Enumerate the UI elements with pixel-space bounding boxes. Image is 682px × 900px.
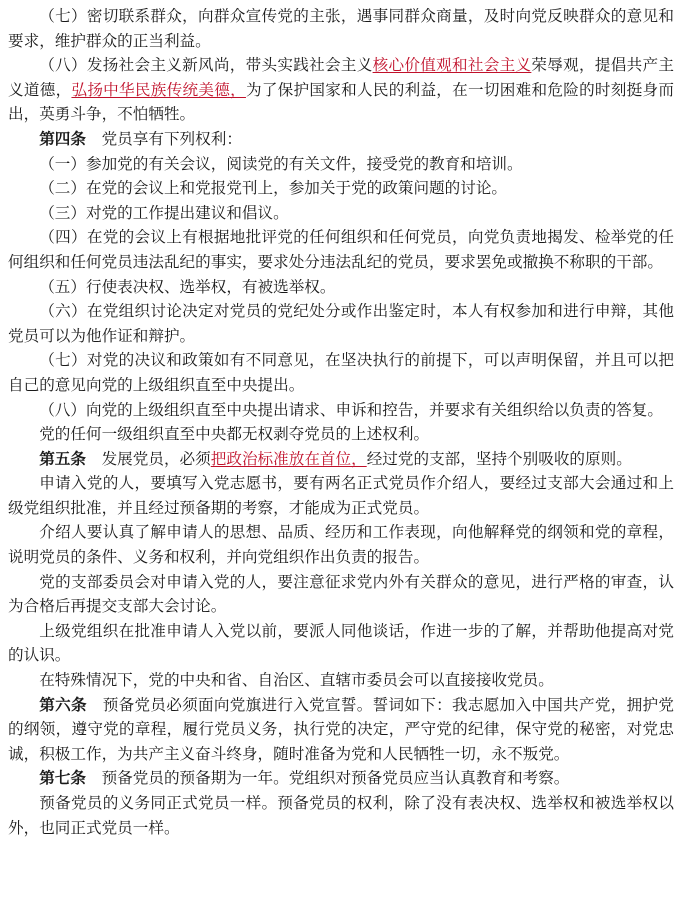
paragraph-text: 预备党员的预备期为一年。党组织对预备党员应当认真教育和考察。 <box>85 769 570 788</box>
paragraph <box>8 176 674 201</box>
article-number: 第四条 <box>39 128 86 148</box>
paragraph-text: （八）向党的上级组织直至中央提出请求、申诉和控告，并要求有关组织给以负责的答复。 <box>39 400 663 419</box>
paragraph <box>8 766 674 791</box>
highlighted-amendment: 弘扬中华民族传统美德， <box>71 80 246 99</box>
paragraph-text: 党的任何一级组织直至中央都无权剥夺党员的上述权利。 <box>39 425 430 444</box>
paragraph-text: 经过党的支部，坚持个别吸收的原则。 <box>366 449 632 468</box>
paragraph-text: （二）在党的会议上和党报党刊上，参加关于党的政策问题的讨论。 <box>39 179 508 198</box>
paragraph-text: （六）在党组织讨论决定对党员的党纪处分或作出鉴定时，本人有权参加和进行申辩，其他党员可以为他作证和辩护。 <box>8 302 674 345</box>
paragraph <box>8 422 674 447</box>
paragraph-text: （七）对党的决议和政策如有不同意见，在坚决执行的前提下，可以声明保留，并且可以把自己的意见向党的上级组织直至中央提出。 <box>8 351 674 394</box>
paragraph <box>8 570 674 619</box>
paragraph <box>8 127 674 152</box>
paragraph <box>8 53 674 127</box>
article-number: 第七条 <box>39 768 86 788</box>
paragraph <box>8 520 674 569</box>
article-number: 第六条 <box>39 694 87 714</box>
paragraph <box>8 471 674 520</box>
paragraph-text: （一）参加党的有关会议，阅读党的有关文件，接受党的教育和培训。 <box>39 154 523 173</box>
paragraph <box>8 299 674 348</box>
paragraph <box>8 201 674 226</box>
paragraph <box>8 619 674 668</box>
paragraph <box>8 398 674 423</box>
highlighted-amendment: 把政治标准放在首位， <box>210 449 367 468</box>
paragraph-text: 荣辱观，提倡共产主义道德， <box>8 56 674 99</box>
paragraph-text: （八）发扬社会主义新风尚，带头实践社会主义 <box>39 56 373 75</box>
paragraph <box>8 225 674 274</box>
paragraph-text: 预备党员必须面向党旗进行入党宣誓。誓词如下：我志愿加入中国共产党，拥护党的纲领，遵守党的章程，履行党员义务，执行党的决定，严守党的纪律，保守党的秘密，对党忠诚，积极工作，为共产主义奋斗终身，随时准备为党和人民牺牲一切，永不叛党。 <box>8 695 674 763</box>
paragraph <box>8 791 674 840</box>
paragraph <box>8 348 674 397</box>
paragraph-text: 上级党组织在批准申请人入党以前，要派人同他谈话，作进一步的了解，并帮助他提高对党的认识。 <box>8 621 674 665</box>
highlighted-amendment: 核心价值观和社会主义 <box>372 56 532 75</box>
paragraph <box>8 693 674 767</box>
paragraph-text: （七）密切联系群众，向群众宣传党的主张，遇事同群众商量，及时向党反映群众的意见和要求，维护群众的正当利益。 <box>8 7 674 50</box>
paragraph-text: 党的支部委员会对申请入党的人，要注意征求党内外有关群众的意见，进行严格的审查，认为合格后再提交支部大会讨论。 <box>8 572 674 616</box>
paragraph <box>8 275 674 300</box>
paragraph <box>8 4 674 53</box>
paragraph-text: （五）行使表决权、选举权，有被选举权。 <box>39 277 336 296</box>
paragraph-text: 介绍人要认真了解申请人的思想、品质、经历和工作表现，向他解释党的纲领和党的章程，说明党员的条件、义务和权利，并向党组织作出负责的报告。 <box>8 523 674 567</box>
paragraph-text: （三）对党的工作提出建议和倡议。 <box>39 203 289 222</box>
paragraph <box>8 668 674 693</box>
paragraph-text: （四）在党的会议上有根据地批评党的任何组织和任何党员，向党负责地揭发、检举党的任何组织和任何党员违法乱纪的事实，要求处分违法乱纪的党员，要求罢免或撤换不称职的干部。 <box>8 228 674 271</box>
paragraph-text: 预备党员的义务同正式党员一样。预备党员的权利，除了没有表决权、选举权和被选举权以外，也同正式党员一样。 <box>8 794 674 837</box>
paragraph-text: 在特殊情况下，党的中央和省、自治区、直辖市委员会可以直接接收党员。 <box>39 671 554 690</box>
paragraph-text: 党员享有下列权利： <box>85 129 242 148</box>
paragraph-text: 为了保护国家和人民的利益，在一切困难和危险的时刻挺身而出，英勇斗争，不怕牺牲。 <box>8 80 674 124</box>
paragraph <box>8 447 674 472</box>
paragraph-text: 申请入党的人，要填写入党志愿书，要有两名正式党员作介绍人，要经过支部大会通过和上级党组织批准，并且经过预备期的考察，才能成为正式党员。 <box>8 474 674 517</box>
article-number: 第五条 <box>39 448 86 468</box>
paragraph-text: 发展党员，必须 <box>85 449 211 468</box>
paragraph <box>8 152 674 177</box>
